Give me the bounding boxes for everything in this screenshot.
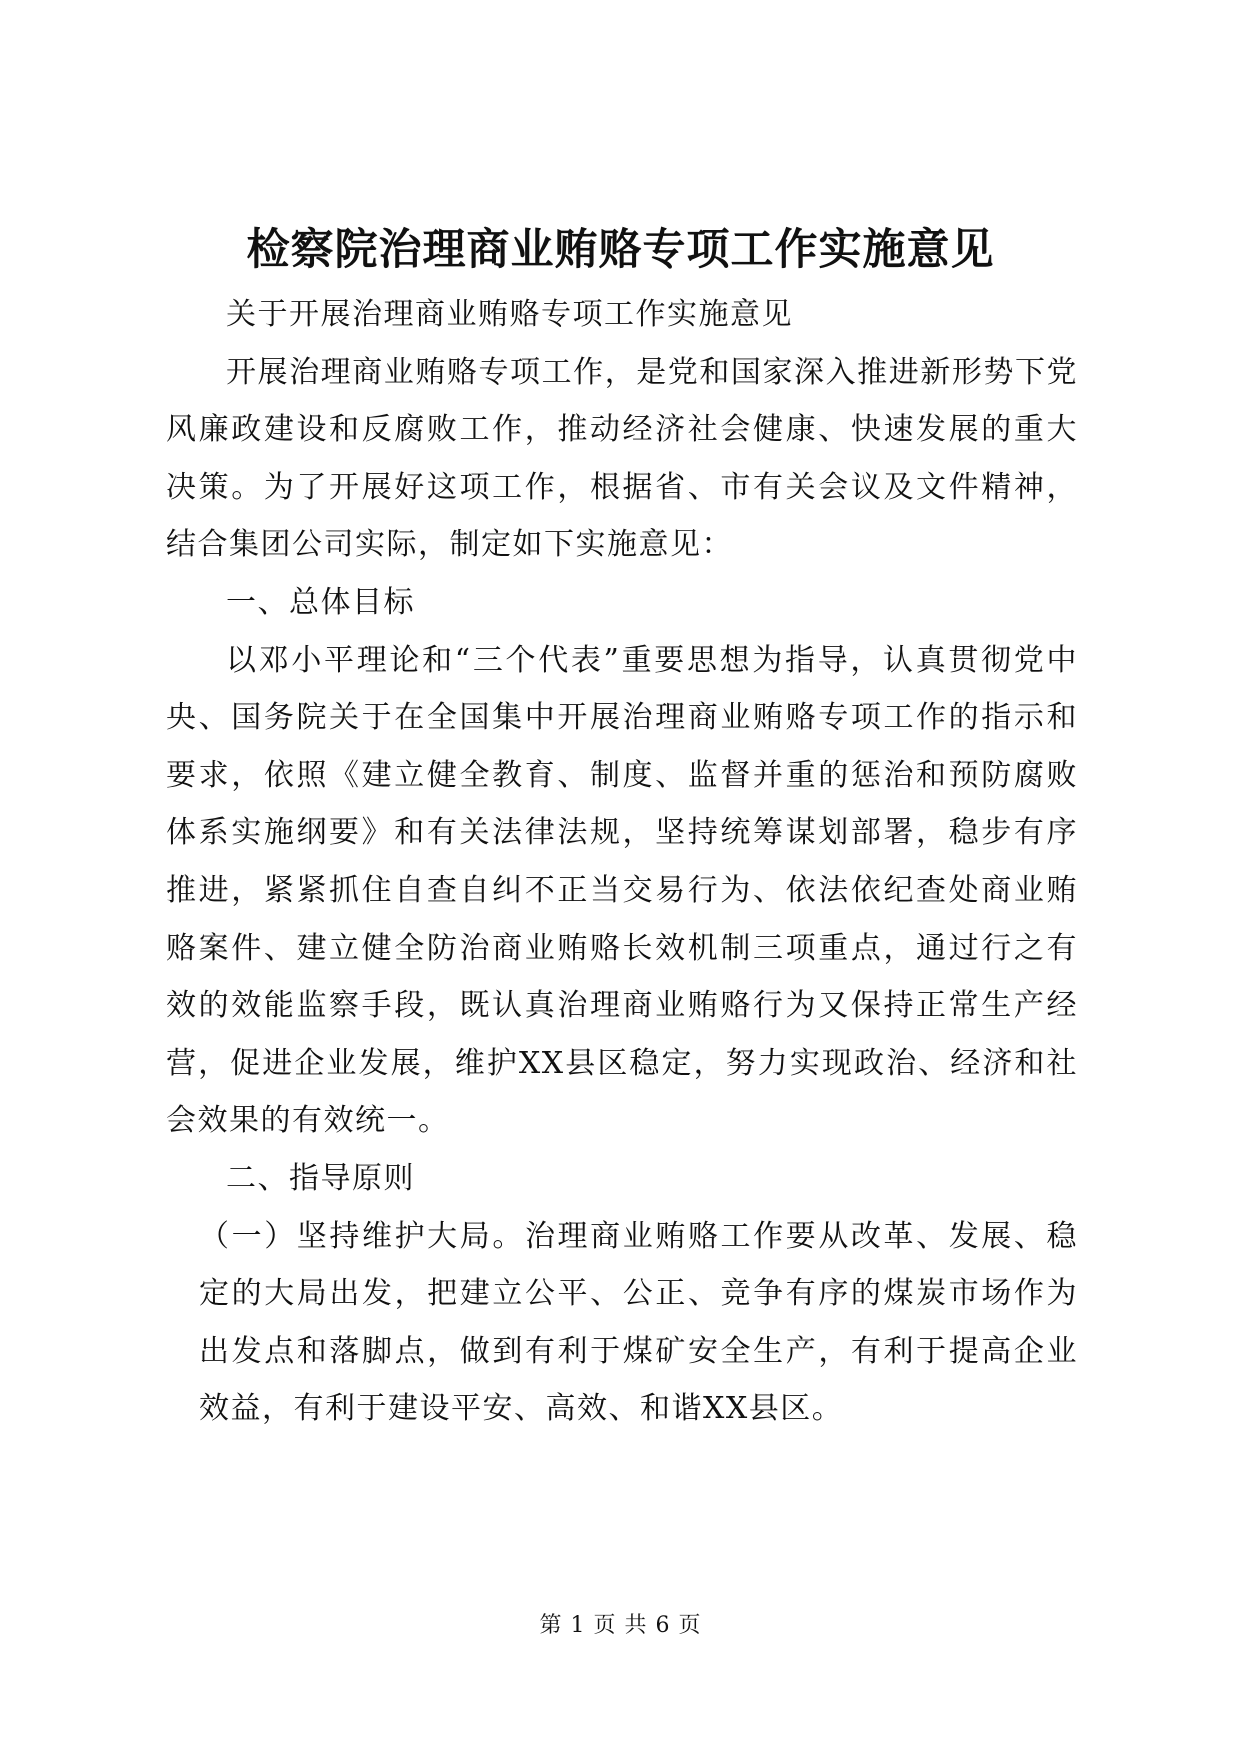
document-title: 检察院治理商业贿赂专项工作实施意见 [246, 225, 995, 275]
intro-paragraph: 开展治理商业贿赂专项工作，是党和国家深入推进新形势下党风廉政建设和反腐败工作，推动经济社会健康、快速发展的重大决策。为了开展好这项工作，根据省、市有关会议及文件精神，结合集团公司实际，制定如下实施意见： [166, 354, 1078, 563]
section-heading-general-goal: 一、总体目标 [226, 584, 415, 620]
document-body [166, 286, 1078, 1438]
subtitle-paragraph: 关于开展治理商业贿赂专项工作实施意见 [226, 297, 793, 332]
section-heading-guiding-principles: 二、指导原则 [226, 1160, 415, 1196]
principle-paragraph: （一）坚持维护大局。治理商业贿赂工作要从改革、发展、稳定的大局出发，把建立公平、公正、竞争有序的煤炭市场作为出发点和落脚点，做到有利于煤矿安全生产，有利于提高企业效益，有利于建设平安、高效、和谐XX县区。 [199, 1218, 1078, 1427]
page-footer: 第 1 页 共 6 页 [539, 1613, 702, 1638]
goal-paragraph: 以邓小平理论和“三个代表”重要思想为指导，认真贯彻党中央、国务院关于在全国集中开展治理商业贿赂专项工作的指示和要求，依照《建立健全教育、制度、监督并重的惩治和预防腐败体系实施纲要》和有关法律法规，坚持统筹谋划部署，稳步有序推进，紧紧抓住自查自纠不正当交易行为、依法依纪查处商业贿赂案件、建立健全防治商业贿赂长效机制三项重点，通过行之有效的效能监察手段，既认真治理商业贿赂行为又保持正常生产经营，促进企业发展，维护XX县区稳定，努力实现政治、经济和社会效果的有效统一。 [166, 642, 1078, 1139]
